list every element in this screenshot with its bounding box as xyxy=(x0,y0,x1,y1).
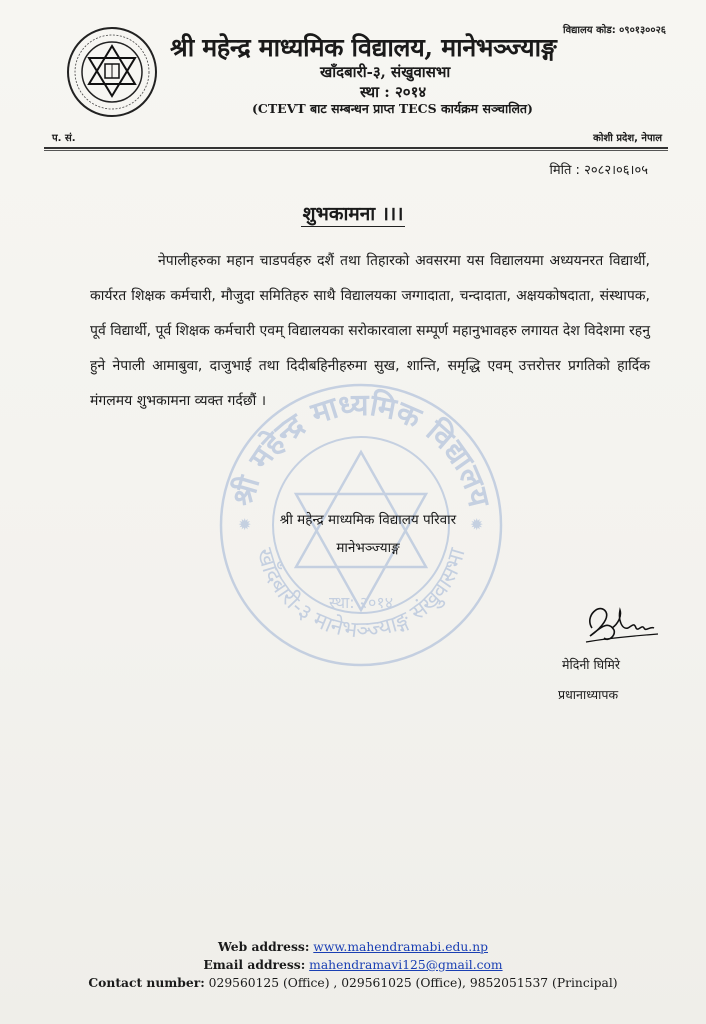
seal-top-text: श्री महेन्द्र माध्यमिक विद्यालय xyxy=(225,387,497,511)
letter-body-paragraph: नेपालीहरुका महान चाडपर्वहरु दशैं तथा तिहारको अवसरमा यस विद्यालयमा अध्ययनरत विद्यार्थी, कार्यरत शिक्षक कर्मचारी, मौजुदा समितिहरु साथै विद्यालयका जग्गादाता, चन्दादाता, अक्षयकोषदाता, संस्थापक, पूर्व विद्यार्थी, पूर्व शिक्षक कर्मचारी एवम् विद्यालयका सरोकारवाला सम्पूर्ण महानुभावहरु लगायत देश विदेशमा रहनु हुने नेपाली आमाबुवा, दाजुभाई तथा दिदीबहिनीहरुमा सुख, शान्ति, समृद्धि एवम् उत्तरोत्तर प्रगतिको हार्दिक मंगलमय शुभकामना व्यक्त गर्दछौं । xyxy=(90,253,650,409)
header-divider xyxy=(44,147,668,149)
school-code: विद्यालय कोड: ०९०१३००२६ xyxy=(562,25,666,36)
email-address-link[interactable]: mahendramavi125@gmail.com xyxy=(309,958,503,972)
footer-web-row xyxy=(0,938,706,956)
letter-footer xyxy=(0,938,706,992)
seal-star-left-icon: ✹ xyxy=(238,515,252,534)
header-divider-thin xyxy=(44,150,668,151)
province-label: कोशी प्रदेश, नेपाल xyxy=(593,133,662,144)
email-address-label: Email address: xyxy=(203,957,306,972)
contact-number-label: Contact number: xyxy=(88,975,205,990)
web-address-link[interactable]: www.mahendramabi.edu.np xyxy=(313,940,488,954)
school-emblem-logo xyxy=(66,26,158,118)
established-year: स्था : २०१४ xyxy=(360,83,427,101)
footer-contact-row xyxy=(0,974,706,992)
principal-signature xyxy=(578,598,662,650)
letter-body xyxy=(90,244,650,419)
school-family-line: श्री महेन्द्र माध्यमिक विद्यालय परिवार xyxy=(279,512,457,528)
village-line: मानेभञ्ज्याङ्ग xyxy=(336,540,400,556)
reference-number-label: प. सं. xyxy=(52,133,76,144)
school-address: खाँदबारी-३, संखुवासभा xyxy=(320,63,451,81)
letter-heading xyxy=(0,200,706,226)
signer-name: मेदिनी घिमिरे xyxy=(562,657,620,672)
seal-established-text: स्था: २०१४ xyxy=(328,593,394,612)
school-name: श्री महेन्द्र माध्यमिक विद्यालय, मानेभञ्ज्याङ्ग xyxy=(170,33,557,62)
ctevt-note: (CTEVT बाट सम्बन्धन प्राप्त TECS कार्यक्रम सञ्चालित) xyxy=(252,101,533,116)
signer-title: प्रधानाध्यापक xyxy=(558,687,619,702)
web-address-label: Web address: xyxy=(218,939,310,954)
letter-date: मिति : २०८२।०६।०५ xyxy=(549,163,648,178)
letter-heading-text: शुभकामना ।।। xyxy=(302,203,404,225)
seal-bottom-text: खाँदबारी-३ मानेभञ्ज्याङ्ग संखुवासभा xyxy=(251,545,471,644)
contact-number-value: 029560125 (Office) , 029561025 (Office), 9852051537 (Principal) xyxy=(208,976,618,990)
footer-email-row xyxy=(0,956,706,974)
seal-star-right-icon: ✹ xyxy=(470,515,484,534)
